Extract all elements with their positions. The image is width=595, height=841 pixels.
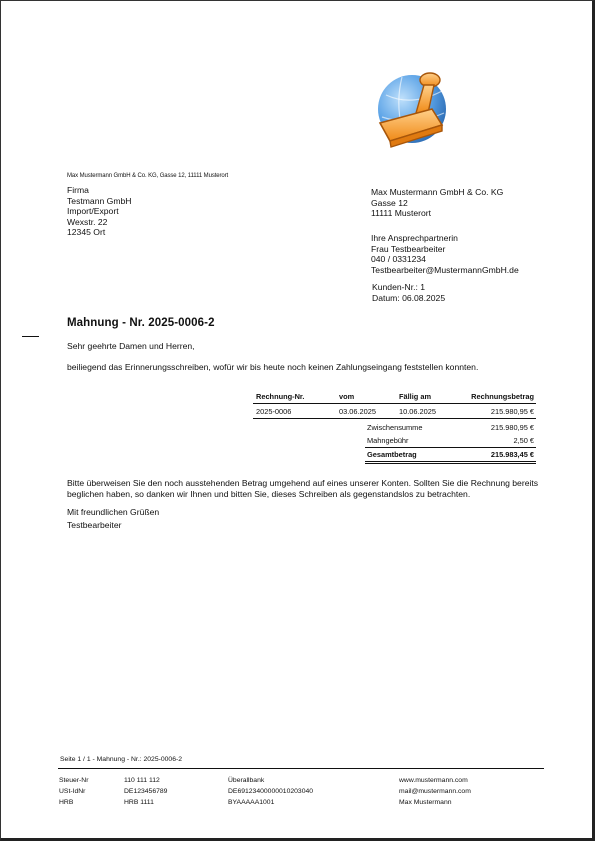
company-line: Max Mustermann GmbH & Co. KG (371, 187, 504, 197)
fee-value: 2,50 € (513, 436, 534, 445)
fee-label: Mahngebühr (367, 436, 409, 445)
page-number: Seite 1 / 1 - Mahnung - Nr.: 2025-0006-2 (60, 756, 183, 763)
signature-name: Testbearbeiter (67, 519, 122, 530)
total-value: 215.983,45 € (490, 450, 534, 459)
footer-rule (58, 768, 544, 769)
row-rule (253, 418, 536, 419)
footer-iban: DE69123400000010203040 (228, 788, 314, 795)
recipient-line: Firma (67, 185, 89, 195)
total-label: Gesamtbetrag (367, 450, 417, 459)
table-cell: 10.06.2025 (399, 407, 436, 416)
company-line: 11111 Musterort (371, 208, 432, 218)
contact-line: 040 / 0331234 (371, 254, 426, 264)
total-double-rule (365, 461, 536, 462)
total-double-rule (365, 463, 536, 464)
footer-website: www.mustermann.com (399, 777, 468, 784)
footer-col-bank (228, 775, 313, 808)
invoice-table (253, 392, 536, 468)
closing-text: Bitte überweisen Sie den noch ausstehenden Betrag umgehend auf eines unserer Konten. Sollten Sie die Rechnung bereits beglichen haben, so danken wir Ihnen und bitten Sie, dieses Schreiben als gegenstandslos zu betrachten. (67, 478, 539, 499)
footer-manager: Max Mustermann (399, 799, 452, 806)
footer-bic: BYAAAAA1001 (228, 799, 275, 806)
footer-col-labels (59, 775, 88, 808)
recipient-line: Wexstr. 22 (67, 216, 108, 227)
footer-label: Steuer-Nr (59, 777, 89, 784)
footer-col-contact (399, 775, 471, 808)
footer-label: HRB (59, 799, 74, 806)
column-header: Rechnungsbetrag (471, 392, 534, 401)
column-header: Fällig am (399, 392, 432, 401)
recipient-line: Testmann GmbH (67, 195, 132, 206)
company-address (371, 187, 503, 219)
intro-text: beiliegend das Erinnerungsschreiben, wofür wir bis heute noch keinen Zahlungseingang feststellen konnten. (67, 362, 479, 372)
total-rule (365, 447, 536, 448)
fold-mark (22, 336, 39, 337)
document-date: Datum: 06.08.2025 (372, 292, 446, 303)
stamp-icon (372, 69, 468, 149)
footer-value: HRB 1111 (124, 799, 154, 806)
column-header: Rechnung-Nr. (256, 392, 305, 401)
footer-bank: Überallbank (228, 777, 265, 784)
table-cell: 03.06.2025 (339, 407, 376, 416)
contact-line: Ihre Ansprechpartnerin (371, 233, 458, 243)
recipient-line: Import/Export (67, 206, 119, 216)
regards-line: Mit freundlichen Grüßen (67, 507, 160, 517)
footer-value: 110 111 112 (124, 777, 160, 784)
contact-email: Testbearbeiter@MustermannGmbH.de (371, 264, 519, 275)
recipient-address (67, 185, 131, 238)
footer-col-values (124, 775, 167, 808)
recipient-line: 12345 Ort (67, 227, 106, 237)
footer-value: DE123456789 (124, 788, 168, 795)
sender-return-line: Max Mustermann GmbH & Co. KG, Gasse 12, 11111 Musterort (67, 173, 229, 179)
company-line: Gasse 12 (371, 197, 408, 208)
subtotal-value: 215.980,95 € (490, 423, 534, 432)
table-cell: 2025-0006 (256, 407, 292, 416)
contact-line: Frau Testbearbeiter (371, 243, 446, 254)
salutation: Sehr geehrte Damen und Herren, (67, 341, 195, 351)
footer-email: mail@mustermann.com (399, 788, 471, 795)
footer-label: USt-IdNr (59, 788, 86, 795)
subtotal-label: Zwischensumme (367, 423, 423, 432)
regards-block (67, 507, 159, 530)
column-header: vom (339, 392, 355, 401)
customer-number: Kunden-Nr.: 1 (372, 282, 426, 292)
page-title: Mahnung - Nr. 2025-0006-2 (67, 317, 215, 329)
customer-date-block (372, 282, 445, 303)
header-rule (253, 403, 536, 404)
contact-block (371, 233, 519, 275)
table-cell: 215.980,95 € (490, 407, 534, 416)
